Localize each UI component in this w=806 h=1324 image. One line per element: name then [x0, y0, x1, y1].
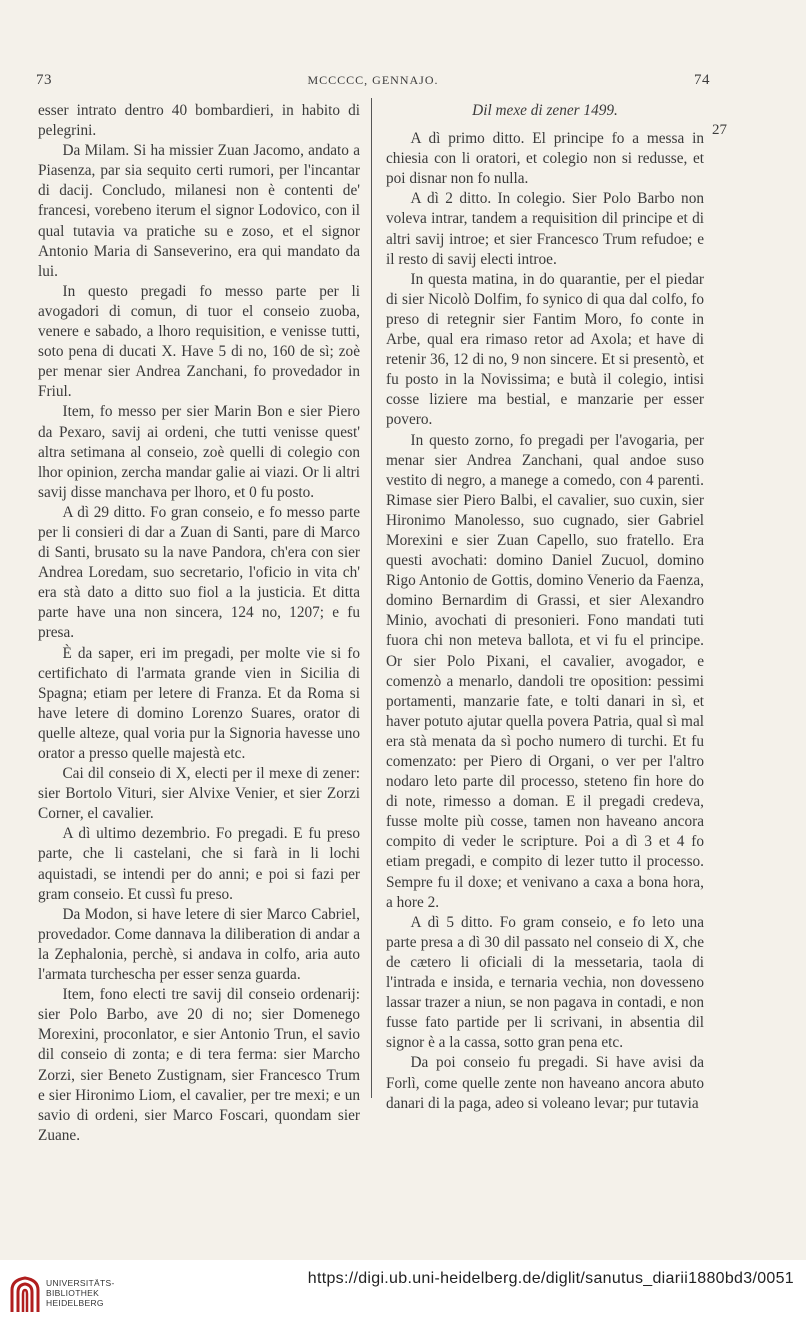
running-header — [36, 72, 710, 94]
paragraph: A dì 29 ditto. Fo gran conseio, e fo messo parte per li consieri di dar a Zuan di Santi, pare di Marco di Santi, brusato su la nave Pandora, ch'era con sier Andrea Loredam, suo secretario, l'oficio in vita ch' era stà dato a ditto suo fiol a la justicia. Et ditta parte have una non sincera, 124 no, 1207; e fu presa. — [38, 503, 360, 642]
running-title: MCCCCC, GENNAJO. — [307, 73, 439, 87]
section-title: Dil mexe di zener 1499. — [472, 102, 618, 119]
library-name-line: HEIDELBERG — [46, 1298, 104, 1308]
paragraph: Da Milam. Si ha missier Zuan Jacomo, andato a Piasenza, par sia sequito certi rumori, per l'incantar di dacij. Concludo, milanesi non è contenti de' francesi, vorebeno iterum el signor Lodovico, con il qual tutavia va pratiche su e zoso, et el signor Antonio Maria di Sanseverino, era qui mandato da lui. — [38, 142, 360, 280]
permalink-url[interactable]: https://digi.ub.uni-heidelberg.de/diglit/sanutus_diarii1880bd3/0051 — [307, 1270, 794, 1287]
page-number-right: 74 — [694, 72, 710, 88]
paragraph: Cai dil conseio di X, electi per il mexe di zener: sier Bortolo Vituri, sier Alvixe Venier, et sier Zorzi Corner, el cavalier. — [38, 765, 360, 823]
paragraph: In questo zorno, fo pregadi per l'avogaria, per menar sier Andrea Zanchani, qual andoe suso vestito di negro, a manege a comedo, con 4 parenti. Rimase sier Piero Balbi, el cavalier, suo cuxin, sier Hironimo Manolesso, suo cugnado, sier Gabriel Morexini e sier Zuan Capello, suo fratello. Era questi avochati: domino Daniel Zucuol, domino Rigo Antonio de Gottis, domino Venerio da Faenza, domino Bernardim di Grassi, et sier Alexandro Minio, avochati di presonieri. Fono mandati tuti fuora chi non meteva ballota, et vi fu el principe. Or sier Polo Pixani, el cavalier, avogador, e comenzò a menarlo, dandoli tre oposition: pessimi portamenti, manzarie fate, e tolti danari in sì, et haver potuto ajutar quella povera Patria, qual sì mal era stà menata da sì pocho numero di turchi. Et fu comenzato: per Piero di Organi, o ver per l'altro nodaro leto parte dil processo, steteno fin hore do di note, rimesso a doman. E il pregadi credeva, fusse molte più cosse, tamen non haveano ancora compito di veder le scripture. Poi a dì 3 et 4 fo etiam pregadi, e compito di lezer tutto il processo. Sempre fu il doxe; et venivano a caxa a bona hora, a hore 2. — [386, 431, 704, 911]
paragraph: È da saper, eri im pregadi, per molte vie si fo certifichato di l'armata grande vien in Sicilia di Spagna; etiam per letere di Franza. Et da Roma si have letere di domino Lorenzo Suares, orator di quelle alteze, qual voria pur la Signoria havesse uno orator a presso quelle majestà etc. — [38, 644, 360, 762]
paragraph: Da poi conseio fu pregadi. Si have avisi da Forlì, come quelle zente non haveano ancora abuto danari di la paga, adeo si voleano levar; pur tutavia — [386, 1054, 704, 1112]
library-name-line: UNIVERSITÄTS- — [46, 1278, 115, 1288]
library-name-line: BIBLIOTHEK — [46, 1288, 100, 1298]
paragraph: A dì 2 ditto. In colegio. Sier Polo Barbo non voleva intrar, tandem a requisition dil principe et di altri savij introe; et sier Francesco Trum refudoe; e il resto di savij electi introe. — [386, 190, 704, 268]
paragraph: Item, fo messo per sier Marin Bon e sier Piero da Pexaro, savij ai ordeni, che tutti venisse quest' altra setimana al conseio, zoè quelli di colegio con lhor opinion, zercha mandar galie ai viazi. Or li altri savij disse manchava per lhoro, et 0 fu posto. — [38, 403, 360, 501]
paragraph: In questa matina, in do quarantie, per el piedar di sier Nicolò Dolfim, fo synico di qua dal colfo, fo preso di retegnir sier Fantim Moro, fo conte in Arbe, qual era rimaso retor ad Axola; et have di retenir 36, 12 di no, 9 non sincere. Et si presentò, et fu posto in la Novissima; e butà il colegio, intisi cosse liziere ma bestial, e manzarie per esser povero. — [386, 270, 704, 429]
margin-number: 27 — [712, 122, 727, 138]
paragraph: esser intrato dentro 40 bombardieri, in habito di pelegrini. — [38, 102, 360, 140]
paragraph: Item, fono electi tre savij dil conseio ordenarij: sier Polo Barbo, ave 20 di no; sier Domenego Morexini, proconlator, e sier Antonio Trun, el savio dil conseio di zonta; e di tera ferma: sier Marcho Zorzi, sier Beneto Zustignam, sier Francesco Trum e sier Hironimo Liom, el cavalier, per tre mexi; e un savio di ordeni, sier Marco Foscari, quondam sier Zuane. — [38, 986, 360, 1144]
column-divider — [371, 98, 372, 1098]
paragraph: A dì 5 ditto. Fo gram conseio, e fo leto una parte presa a dì 30 dil passato nel conseio di X, che de cætero li oficiali di la messetaria, taola di l'intrada e insida, e ternaria vechia, non dovesseno lassar trazer a niun, se non pagava in contadi, e non fusse fato partide per li scrivani, in absentia dil signor è a la cassa, sotto gran pena etc. — [386, 913, 704, 1052]
right-column — [386, 101, 704, 1114]
paragraph: A dì primo ditto. El principe fo a messa in chiesia con li oratori, et colegio non si redusse, et poi disnar non fo nulla. — [386, 130, 704, 188]
paragraph: In questo pregadi fo messo parte per li avogadori di comun, di tuor el conseio zuoba, venere e sabado, a lhoro requisition, e venisse tutti, soto pena di ducati X. Have 5 di no, 160 de sì; zoè per menar sier Andrea Zanchani, fo provedador in Friul. — [38, 282, 360, 401]
left-column — [38, 101, 360, 1146]
library-name — [46, 1278, 115, 1308]
page-number-left: 73 — [36, 72, 52, 88]
paragraph: A dì ultimo dezembrio. Fo pregadi. E fu preso parte, che li castelani, che si farà in li lochi aquistadi, se intendi per do anni; e poi si fazi per gram conseio. Et cussì fu preso. — [38, 825, 360, 903]
university-logo-icon — [8, 1274, 42, 1314]
footer-bar — [0, 1260, 806, 1324]
paragraph: Da Modon, si have letere di sier Marco Cabriel, provedador. Come dannava la diliberation di andar a la Zephalonia, perchè, si andava in colfo, aria auto l'armata turchescha per esser senza guarda. — [38, 905, 360, 984]
